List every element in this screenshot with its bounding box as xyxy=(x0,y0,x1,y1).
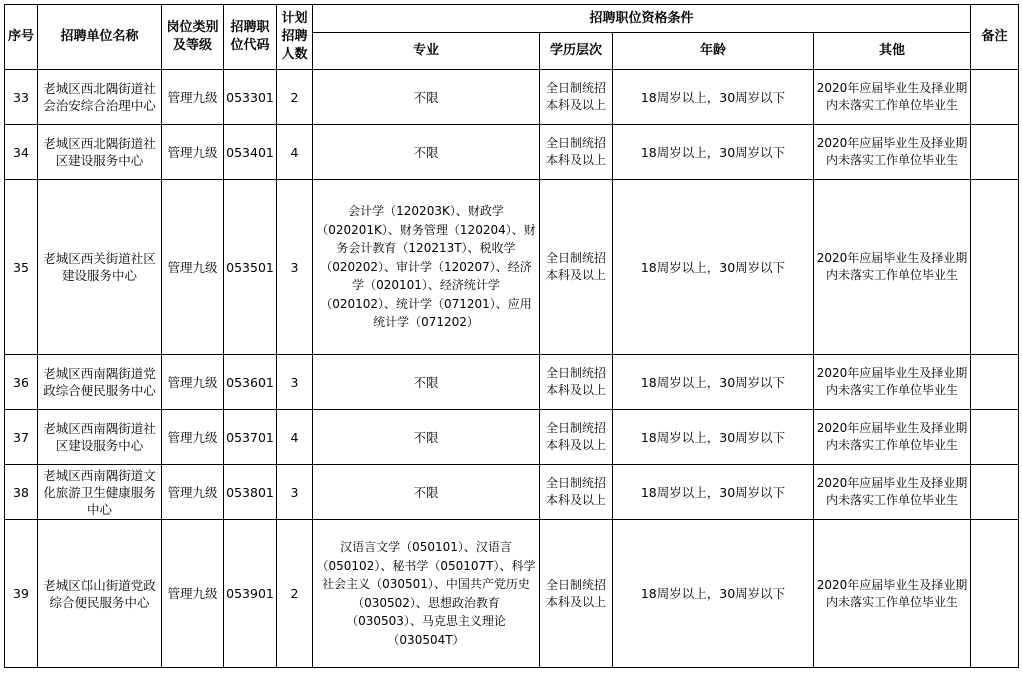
header-unit: 招聘单位名称 xyxy=(38,5,162,70)
cell-count: 3 xyxy=(277,465,313,520)
cell-major: 不限 xyxy=(313,70,540,125)
cell-seq: 38 xyxy=(5,465,38,520)
header-seq: 序号 xyxy=(5,5,38,70)
cell-category: 管理九级 xyxy=(162,410,224,465)
table-row xyxy=(5,410,1019,465)
header-remark: 备注 xyxy=(971,5,1019,70)
cell-code: 053501 xyxy=(224,180,277,355)
cell-other: 2020年应届毕业生及择业期内未落实工作单位毕业生 xyxy=(814,465,971,520)
cell-code: 053901 xyxy=(224,520,277,668)
cell-category: 管理九级 xyxy=(162,355,224,410)
header-major: 专业 xyxy=(313,33,540,70)
cell-other: 2020年应届毕业生及择业期内未落实工作单位毕业生 xyxy=(814,180,971,355)
cell-seq: 37 xyxy=(5,410,38,465)
header-code: 招聘职位代码 xyxy=(224,5,277,70)
cell-category: 管理九级 xyxy=(162,520,224,668)
table-row xyxy=(5,70,1019,125)
cell-code: 053301 xyxy=(224,70,277,125)
cell-category: 管理九级 xyxy=(162,465,224,520)
header-category: 岗位类别及等级 xyxy=(162,5,224,70)
cell-count: 3 xyxy=(277,355,313,410)
cell-other: 2020年应届毕业生及择业期内未落实工作单位毕业生 xyxy=(814,355,971,410)
recruitment-table xyxy=(4,4,1019,668)
cell-education: 全日制统招本科及以上 xyxy=(540,125,613,180)
table-row xyxy=(5,355,1019,410)
header-count: 计划招聘人数 xyxy=(277,5,313,70)
cell-age: 18周岁以上，30周岁以下 xyxy=(613,465,814,520)
header-other: 其他 xyxy=(814,33,971,70)
cell-other: 2020年应届毕业生及择业期内未落实工作单位毕业生 xyxy=(814,125,971,180)
cell-seq: 34 xyxy=(5,125,38,180)
cell-major: 不限 xyxy=(313,410,540,465)
cell-age: 18周岁以上，30周岁以下 xyxy=(613,125,814,180)
header-education: 学历层次 xyxy=(540,33,613,70)
table-row xyxy=(5,520,1019,668)
cell-age: 18周岁以上，30周岁以下 xyxy=(613,70,814,125)
cell-seq: 33 xyxy=(5,70,38,125)
cell-count: 4 xyxy=(277,125,313,180)
cell-unit: 老城区西南隅街道文化旅游卫生健康服务中心 xyxy=(38,465,162,520)
cell-major: 汉语言文学（050101）、汉语言（050102）、秘书学（050107T）、科学社会主义（030501）、中国共产党历史（030502）、思想政治教育（030503）、马克思主义理论（030504T） xyxy=(313,520,540,668)
table-row xyxy=(5,465,1019,520)
header-qualifications: 招聘职位资格条件 xyxy=(313,5,971,33)
cell-unit: 老城区西北隅街道社区建设服务中心 xyxy=(38,125,162,180)
cell-count: 4 xyxy=(277,410,313,465)
cell-unit: 老城区邙山街道党政综合便民服务中心 xyxy=(38,520,162,668)
cell-count: 3 xyxy=(277,180,313,355)
cell-code: 053601 xyxy=(224,355,277,410)
cell-education: 全日制统招本科及以上 xyxy=(540,520,613,668)
header-age: 年龄 xyxy=(613,33,814,70)
cell-age: 18周岁以上，30周岁以下 xyxy=(613,180,814,355)
cell-category: 管理九级 xyxy=(162,70,224,125)
cell-age: 18周岁以上，30周岁以下 xyxy=(613,410,814,465)
cell-remark xyxy=(971,355,1019,410)
cell-remark xyxy=(971,410,1019,465)
cell-major: 不限 xyxy=(313,355,540,410)
table-row xyxy=(5,180,1019,355)
cell-other: 2020年应届毕业生及择业期内未落实工作单位毕业生 xyxy=(814,70,971,125)
cell-count: 2 xyxy=(277,520,313,668)
cell-other: 2020年应届毕业生及择业期内未落实工作单位毕业生 xyxy=(814,520,971,668)
cell-unit: 老城区西北隅街道社会治安综合治理中心 xyxy=(38,70,162,125)
cell-major: 不限 xyxy=(313,125,540,180)
cell-category: 管理九级 xyxy=(162,180,224,355)
cell-education: 全日制统招本科及以上 xyxy=(540,410,613,465)
cell-age: 18周岁以上，30周岁以下 xyxy=(613,520,814,668)
cell-education: 全日制统招本科及以上 xyxy=(540,70,613,125)
table-row xyxy=(5,125,1019,180)
cell-remark xyxy=(971,520,1019,668)
cell-other: 2020年应届毕业生及择业期内未落实工作单位毕业生 xyxy=(814,410,971,465)
cell-count: 2 xyxy=(277,70,313,125)
cell-category: 管理九级 xyxy=(162,125,224,180)
cell-seq: 36 xyxy=(5,355,38,410)
cell-unit: 老城区西南隅街道社区建设服务中心 xyxy=(38,410,162,465)
cell-unit: 老城区西南隅街道党政综合便民服务中心 xyxy=(38,355,162,410)
cell-code: 053401 xyxy=(224,125,277,180)
cell-unit: 老城区西关街道社区建设服务中心 xyxy=(38,180,162,355)
cell-seq: 39 xyxy=(5,520,38,668)
cell-seq: 35 xyxy=(5,180,38,355)
cell-education: 全日制统招本科及以上 xyxy=(540,355,613,410)
cell-education: 全日制统招本科及以上 xyxy=(540,465,613,520)
cell-remark xyxy=(971,70,1019,125)
cell-major: 不限 xyxy=(313,465,540,520)
cell-remark xyxy=(971,465,1019,520)
cell-remark xyxy=(971,125,1019,180)
cell-code: 053801 xyxy=(224,465,277,520)
cell-code: 053701 xyxy=(224,410,277,465)
cell-major: 会计学（120203K）、财政学（020201K）、财务管理（120204）、财务会计教育（120213T）、税收学（020202）、审计学（120207）、经济学（020101）、经济统计学（020102）、统计学（071201）、应用统计学（071202） xyxy=(313,180,540,355)
cell-education: 全日制统招本科及以上 xyxy=(540,180,613,355)
cell-age: 18周岁以上，30周岁以下 xyxy=(613,355,814,410)
cell-remark xyxy=(971,180,1019,355)
